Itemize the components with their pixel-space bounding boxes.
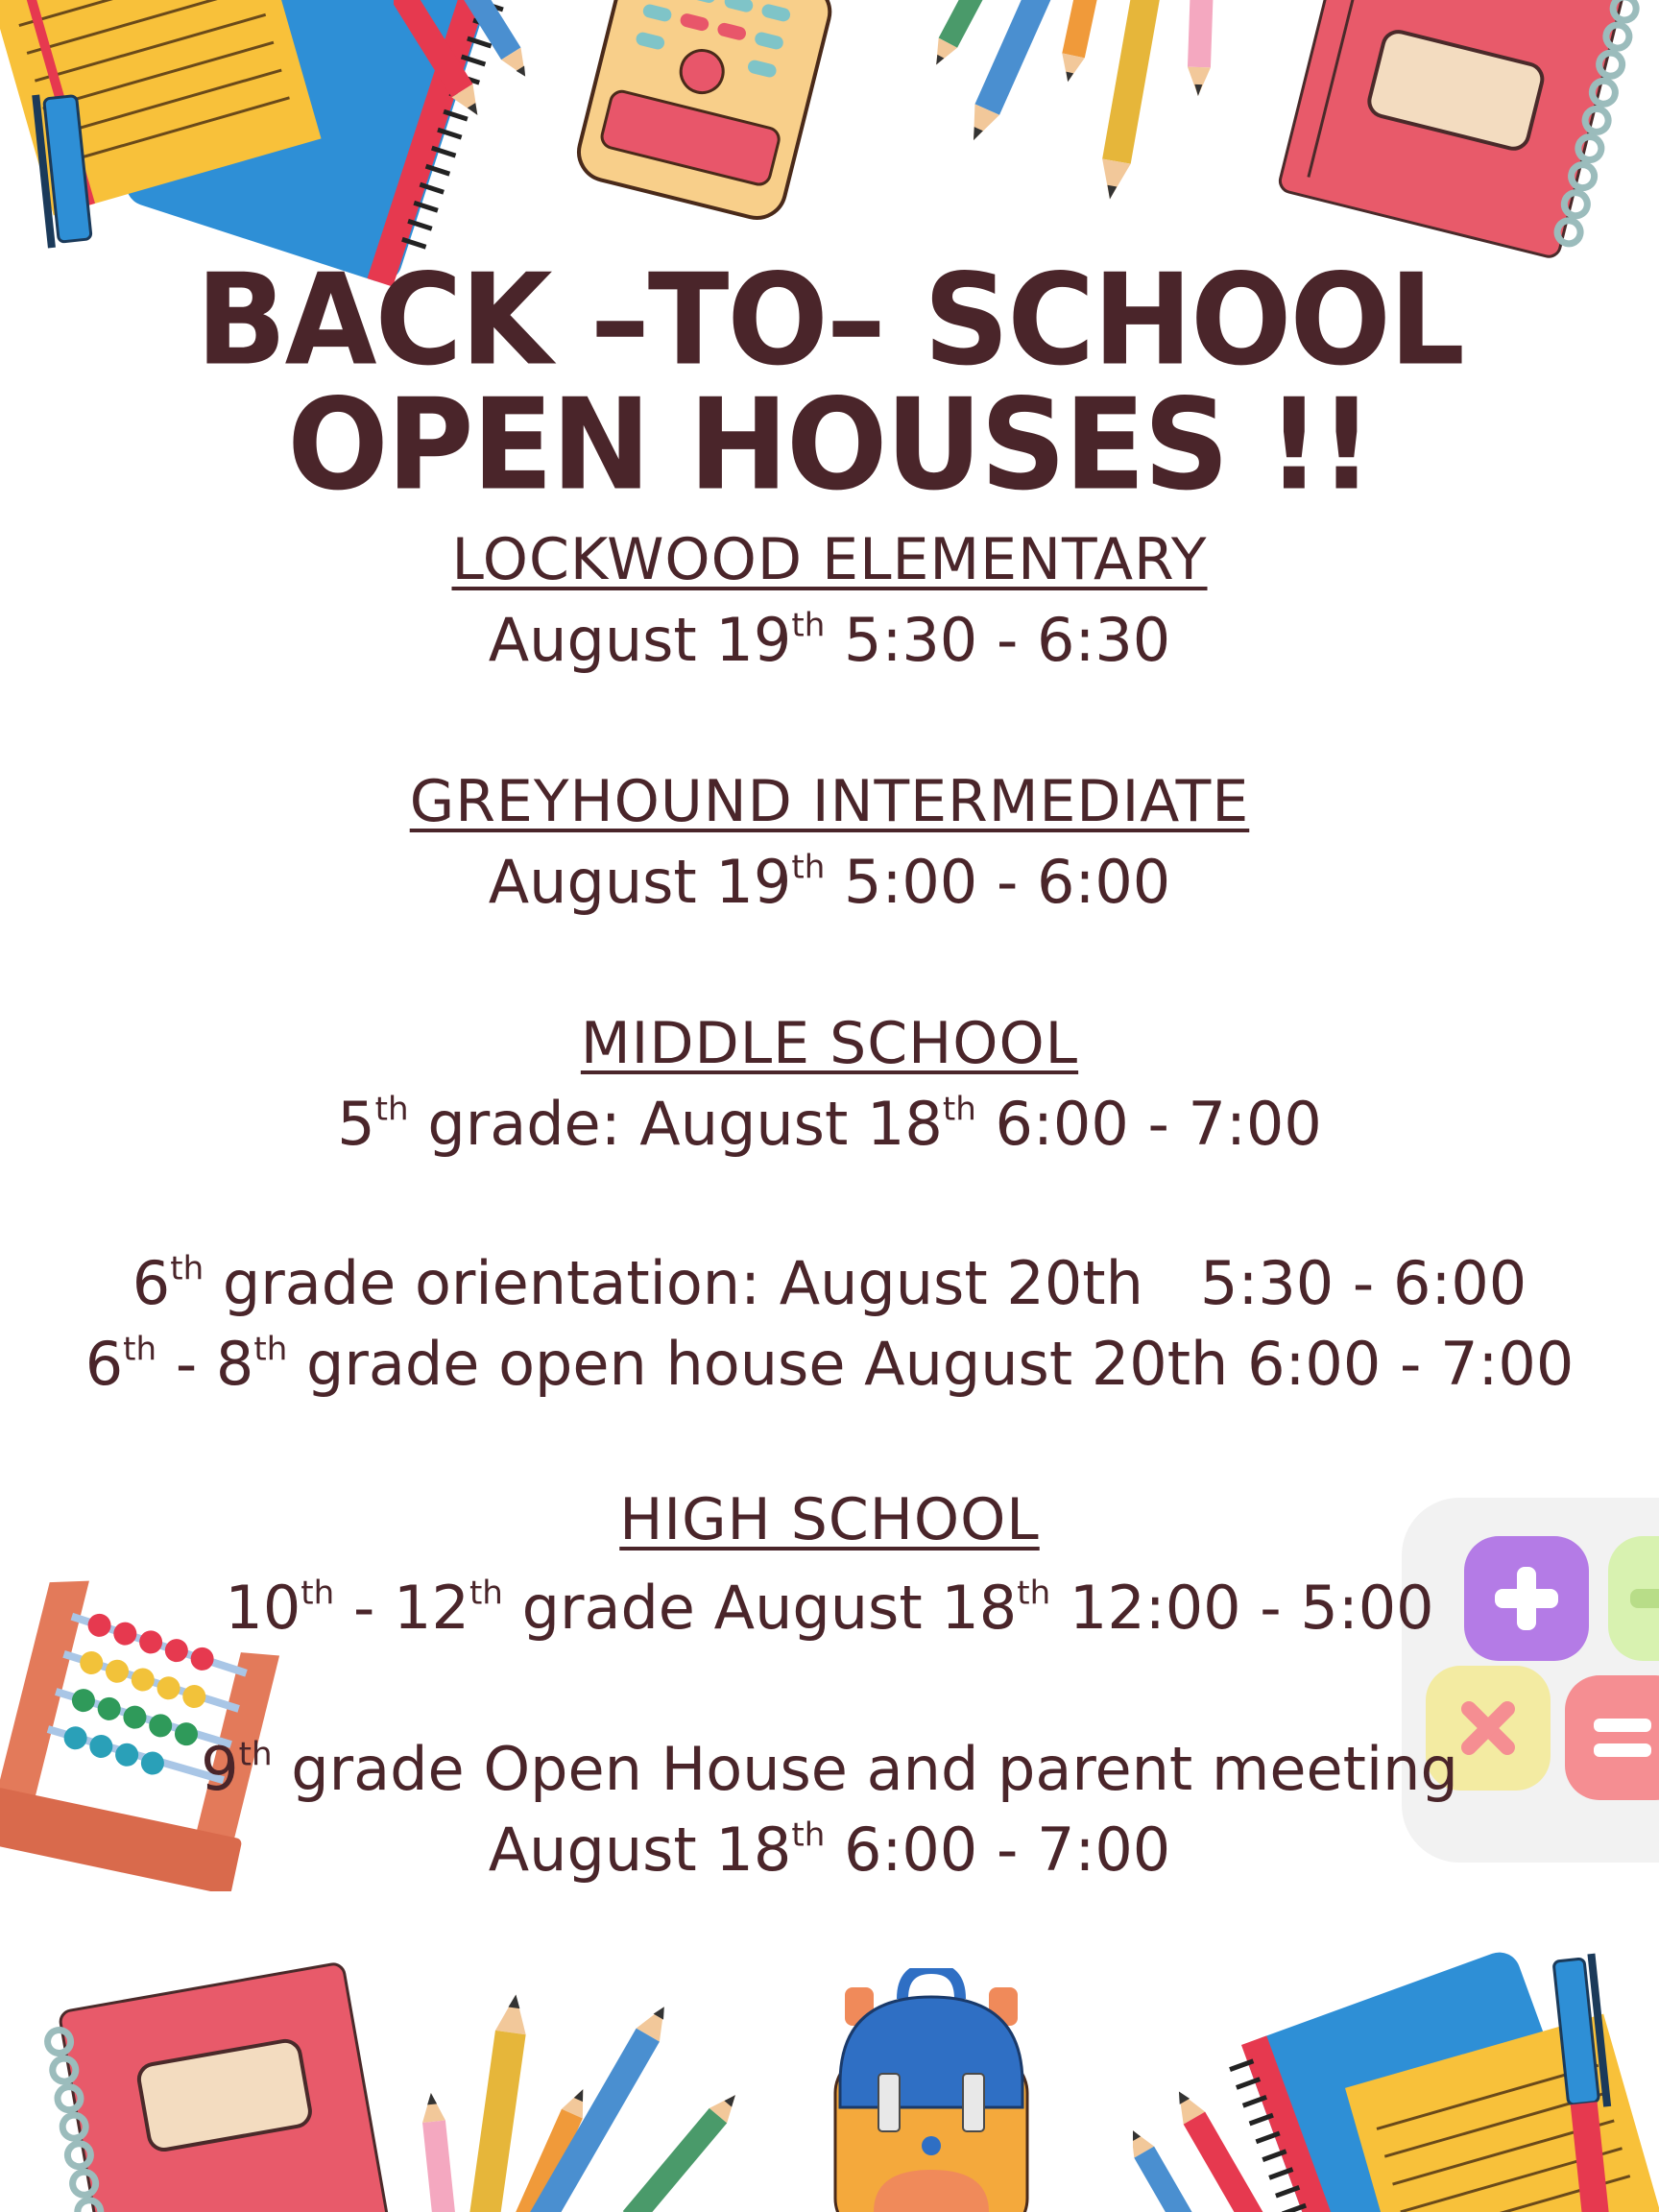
red-notebook-icon (19, 1959, 394, 2212)
middle-open-house: 6th - 8th grade open house August 20th 6:00 - 7:00 (84, 1329, 1575, 1399)
flyer-title-line-2: OPEN HOUSES !! (287, 372, 1372, 519)
high-9th-grade-date: August 18th 6:00 - 7:00 (488, 1815, 1171, 1885)
pencil-icon (394, 0, 538, 134)
notebook-stack-icon (1219, 1920, 1659, 2212)
backpack-icon (797, 1968, 1066, 2212)
high-10-12-grade: 10th - 12th grade August 18th 12:00 - 5:00 (225, 1573, 1434, 1643)
pencils-icon (922, 0, 1248, 221)
greyhound-heading: GREYHOUND INTERMEDIATE (409, 768, 1250, 835)
red-notebook-icon (1267, 0, 1659, 259)
lockwood-heading: LOCKWOOD ELEMENTARY (451, 526, 1208, 593)
middle-5th-grade: 5th grade: August 18th 6:00 - 7:00 (337, 1089, 1322, 1159)
high-school-heading: HIGH SCHOOL (619, 1486, 1040, 1553)
calculator-icon (557, 0, 845, 230)
middle-school-heading: MIDDLE SCHOOL (580, 1010, 1079, 1077)
pencils-icon (394, 1978, 758, 2212)
greyhound-date: August 19th 5:00 - 6:00 (488, 847, 1171, 917)
flyer-title-line-1: BACK –TO– SCHOOL (196, 247, 1463, 395)
lockwood-date: August 19th 5:30 - 6:30 (488, 605, 1171, 675)
middle-6th-orientation: 6th grade orientation: August 20th 5:30 - 6:00 (132, 1248, 1527, 1318)
high-9th-grade: 9th grade Open House and parent meeting (201, 1734, 1458, 1804)
